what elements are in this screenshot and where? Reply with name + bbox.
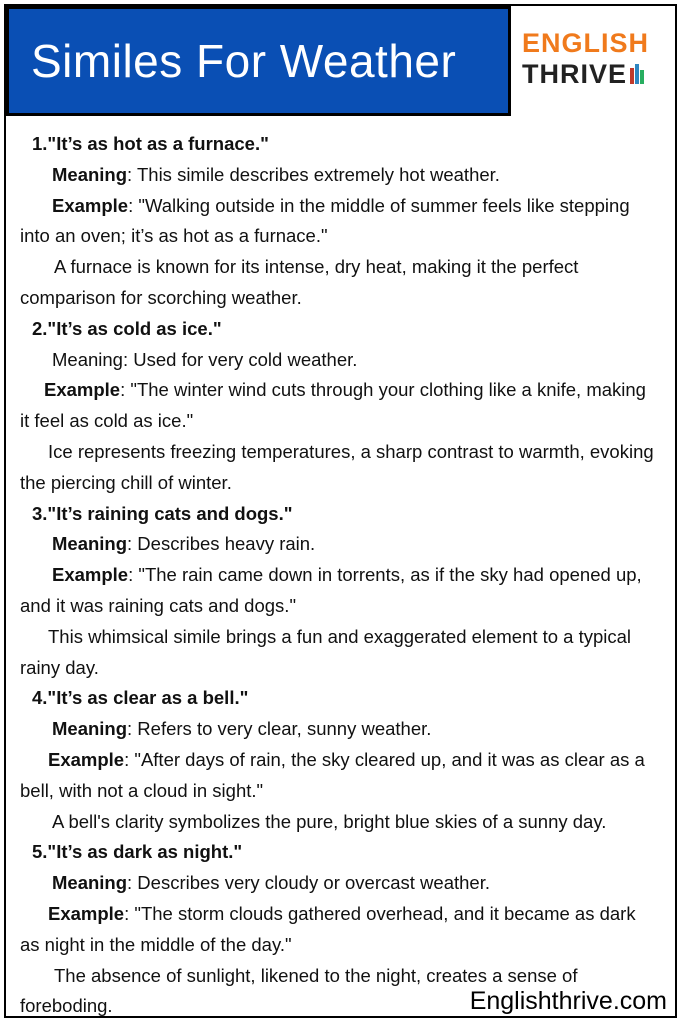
simile-example [20, 560, 660, 622]
simile-meaning [20, 345, 660, 376]
simile-meaning [20, 160, 660, 191]
example-text: : "The winter wind cuts through your clothing like a knife, making it feel as cold as ice." [20, 379, 646, 432]
meaning-text: : Describes heavy rain. [127, 533, 316, 555]
simile-heading: 1."It’s as hot as a furnace." [32, 133, 269, 154]
meaning-text: : This simile describes extremely hot weather. [127, 163, 500, 185]
example-text: : "After days of rain, the sky cleared up, and it was as clear as a bell, with not a cloud in sight." [20, 748, 645, 801]
brand-logo [522, 28, 672, 90]
simile-example [20, 191, 660, 253]
example-text: : "Walking outside in the middle of summer feels like stepping into an oven; it’s as hot as a furnace." [20, 194, 630, 247]
simile-explanation: A bell's clarity symbolizes the pure, bright blue skies of a sunny day. [52, 810, 607, 832]
simile-meaning [20, 714, 660, 745]
logo-text-thrive-label: THRIVE [522, 59, 628, 89]
books-icon [630, 64, 645, 84]
simile-heading: 3."It’s raining cats and dogs." [32, 502, 293, 524]
meaning-label: Meaning [52, 872, 128, 894]
page-title: Similes For Weather [31, 35, 457, 87]
meaning-label: Meaning [52, 533, 128, 555]
simile-example [20, 375, 660, 437]
logo-text-english: ENGLISH [522, 28, 650, 58]
title-banner [6, 6, 511, 116]
example-label: Example [48, 748, 125, 770]
simile-heading: 5."It’s as dark as night." [32, 841, 243, 863]
logo-text-thrive [522, 58, 672, 90]
meaning-label: Meaning [52, 718, 128, 740]
similes-list [20, 129, 660, 1022]
simile-explanation: The absence of sunlight, likened to the night, creates a sense of foreboding. [20, 964, 578, 1017]
simile-heading: 4."It’s as clear as a bell." [32, 687, 249, 709]
simile-explanation: Ice represents freezing temperatures, a sharp contrast to warmth, evoking the piercing chill of winter. [20, 440, 654, 493]
example-text: : "The storm clouds gathered overhead, and it became as dark as night in the middle of the day." [20, 902, 636, 955]
simile-meaning [20, 868, 660, 899]
meaning-text: : Refers to very clear, sunny weather. [127, 718, 432, 740]
example-label: Example [44, 379, 121, 401]
meaning-text: : Describes very cloudy or overcast weather. [127, 872, 490, 894]
simile-example [20, 745, 660, 807]
example-label: Example [52, 194, 129, 216]
website-footer: Englishthrive.com [469, 987, 667, 1015]
meaning-text: Meaning: Used for very cold weather. [52, 348, 358, 370]
example-text: : "The rain came down in torrents, as if the sky had opened up, and it was raining cats and dogs." [20, 564, 642, 616]
meaning-label: Meaning [52, 163, 128, 185]
simile-heading: 2."It’s as cold as ice." [32, 317, 222, 339]
simile-explanation: A furnace is known for its intense, dry heat, making it the perfect comparison for scorching weather. [20, 256, 579, 308]
simile-meaning [20, 529, 660, 560]
simile-explanation: This whimsical simile brings a fun and exaggerated element to a typical rainy day. [20, 625, 632, 678]
example-label: Example [48, 902, 125, 924]
simile-example [20, 899, 660, 961]
example-label: Example [52, 564, 129, 586]
